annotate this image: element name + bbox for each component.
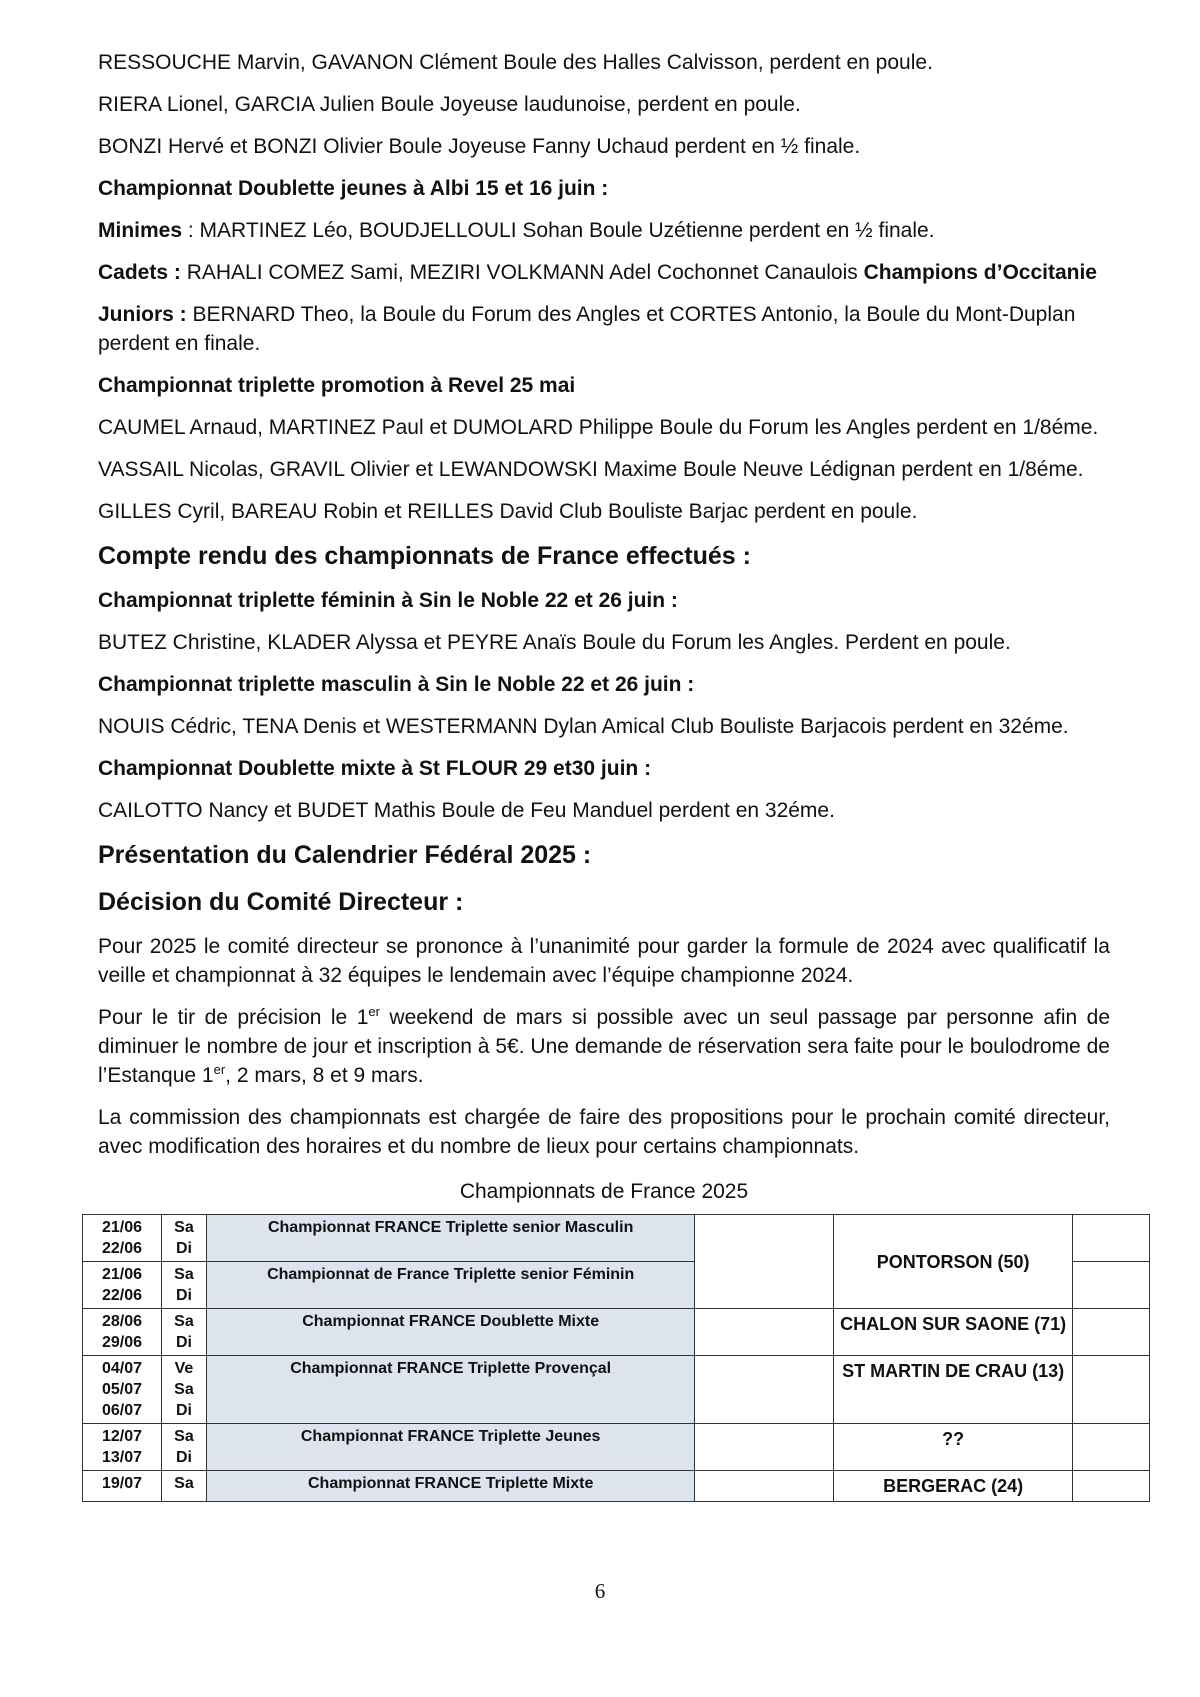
result-paragraph: NOUIS Cédric, TENA Denis et WESTERMANN Dylan Amical Club Bouliste Barjacois perdent en 32éme. xyxy=(98,715,1069,738)
table-row xyxy=(83,1356,1150,1424)
days-cell: Sa Di xyxy=(161,1215,206,1262)
result-paragraph: Juniors : BERNARD Theo, la Boule du Forum des Angles et CORTES Antonio, la Boule du Mont-Duplan perdent en finale. xyxy=(98,303,1076,355)
decision-paragraph: Pour 2025 le comité directeur se prononce à l’unanimité pour garder la formule de 2024 avec qualificatif la veille et championnat à 32 équipes le lendemain avec l’équipe championne 2024. xyxy=(98,935,1110,987)
empty-cell xyxy=(695,1471,834,1502)
venue-cell: ST MARTIN DE CRAU (13) xyxy=(834,1356,1073,1424)
result-paragraph: RIERA Lionel, GARCIA Julien Boule Joyeuse laudunoise, perdent en poule. xyxy=(98,93,801,116)
title-cell: Championnat FRANCE Triplette Jeunes xyxy=(206,1424,694,1471)
title-cell: Championnat FRANCE Doublette Mixte xyxy=(206,1309,694,1356)
days-cell: Sa Di xyxy=(161,1262,206,1309)
title-cell: Championnat FRANCE Triplette Mixte xyxy=(206,1471,694,1502)
result-paragraph: CAUMEL Arnaud, MARTINEZ Paul et DUMOLARD Philippe Boule du Forum les Angles perdent en 1/8éme. xyxy=(98,416,1099,439)
title-cell: Championnat FRANCE Triplette Provençal xyxy=(206,1356,694,1424)
days-cell: Sa Di xyxy=(161,1424,206,1471)
result-paragraph: Minimes : MARTINEZ Léo, BOUDJELLOULI Sohan Boule Uzétienne perdent en ½ finale. xyxy=(98,219,935,242)
championships-table xyxy=(82,1214,1150,1502)
table-row xyxy=(83,1424,1150,1471)
document-page xyxy=(98,48,1110,1502)
dates-cell: 28/06 29/06 xyxy=(83,1309,162,1356)
section-subheading: Championnat triplette promotion à Revel 25 mai xyxy=(98,374,576,397)
empty-cell xyxy=(1073,1262,1150,1309)
venue-cell: ?? xyxy=(834,1424,1073,1471)
dates-cell: 21/06 22/06 xyxy=(83,1215,162,1262)
table-row xyxy=(83,1215,1150,1262)
decision-paragraph: La commission des championnats est chargée de faire des propositions pour le prochain comité directeur, avec modification des horaires et du nombre de lieux pour certains championnats. xyxy=(98,1106,1110,1158)
section-subheading: Championnat Doublette jeunes à Albi 15 et 16 juin : xyxy=(98,177,609,200)
section-heading: Présentation du Calendrier Fédéral 2025 : xyxy=(98,841,592,869)
venue-cell: PONTORSON (50) xyxy=(834,1215,1073,1309)
empty-cell xyxy=(695,1424,834,1471)
dates-cell: 12/07 13/07 xyxy=(83,1424,162,1471)
days-cell: Ve Sa Di xyxy=(161,1356,206,1424)
dates-cell: 21/06 22/06 xyxy=(83,1262,162,1309)
result-paragraph: VASSAIL Nicolas, GRAVIL Olivier et LEWANDOWSKI Maxime Boule Neuve Lédignan perdent en 1/8éme. xyxy=(98,458,1084,481)
empty-cell xyxy=(1073,1215,1150,1262)
title-cell: Championnat de France Triplette senior Féminin xyxy=(206,1262,694,1309)
dates-cell: 04/07 05/07 06/07 xyxy=(83,1356,162,1424)
result-paragraph: CAILOTTO Nancy et BUDET Mathis Boule de Feu Manduel perdent en 32éme. xyxy=(98,799,835,822)
table-row xyxy=(83,1471,1150,1502)
result-paragraph: GILLES Cyril, BAREAU Robin et REILLES David Club Bouliste Barjac perdent en poule. xyxy=(98,500,918,523)
result-paragraph: BONZI Hervé et BONZI Olivier Boule Joyeuse Fanny Uchaud perdent en ½ finale. xyxy=(98,135,861,158)
section-subheading: Championnat triplette féminin à Sin le Noble 22 et 26 juin : xyxy=(98,589,678,612)
page-number: 6 xyxy=(594,1579,606,1603)
section-heading: Compte rendu des championnats de France effectués : xyxy=(98,542,751,570)
days-cell: Sa xyxy=(161,1471,206,1502)
venue-cell: CHALON SUR SAONE (71) xyxy=(834,1309,1073,1356)
dates-cell: 19/07 xyxy=(83,1471,162,1502)
empty-cell xyxy=(695,1215,834,1309)
empty-cell xyxy=(1073,1309,1150,1356)
empty-cell xyxy=(695,1356,834,1424)
empty-cell xyxy=(695,1309,834,1356)
title-cell: Championnat FRANCE Triplette senior Masculin xyxy=(206,1215,694,1262)
venue-cell: BERGERAC (24) xyxy=(834,1471,1073,1502)
result-paragraph: BUTEZ Christine, KLADER Alyssa et PEYRE Anaïs Boule du Forum les Angles. Perdent en poule. xyxy=(98,631,1011,654)
section-heading: Décision du Comité Directeur : xyxy=(98,888,464,916)
section-subheading: Championnat triplette masculin à Sin le Noble 22 et 26 juin : xyxy=(98,673,695,696)
decision-paragraph: Pour le tir de précision le 1er weekend de mars si possible avec un seul passage par personne afin de diminuer le nombre de jour et inscription à 5€. Une demande de réservation sera faite pour le boulodrome de l’Estanque 1er, 2 mars, 8 et 9 mars. xyxy=(98,1004,1110,1087)
empty-cell xyxy=(1073,1471,1150,1502)
days-cell: Sa Di xyxy=(161,1309,206,1356)
empty-cell xyxy=(1073,1356,1150,1424)
result-paragraph: Cadets : RAHALI COMEZ Sami, MEZIRI VOLKMANN Adel Cochonnet Canaulois Champions d’Occitanie xyxy=(98,261,1097,284)
empty-cell xyxy=(1073,1424,1150,1471)
section-subheading: Championnat Doublette mixte à St FLOUR 29 et30 juin : xyxy=(98,757,652,780)
table-row xyxy=(83,1309,1150,1356)
table-caption: Championnats de France 2025 xyxy=(459,1180,749,1203)
result-paragraph: RESSOUCHE Marvin, GAVANON Clément Boule des Halles Calvisson, perdent en poule. xyxy=(98,51,933,74)
